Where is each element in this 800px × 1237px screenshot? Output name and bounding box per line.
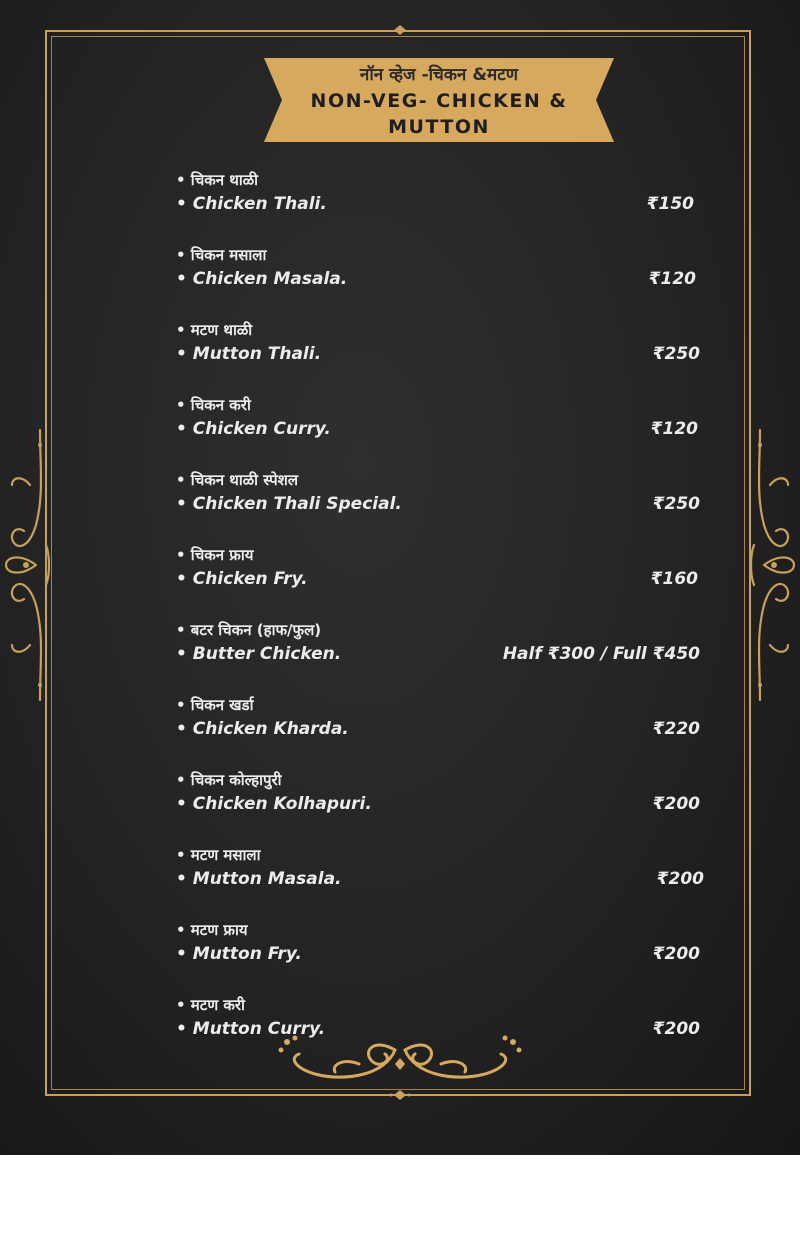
menu-item bbox=[176, 320, 706, 370]
menu-item bbox=[176, 770, 706, 820]
left-scroll-ornament bbox=[0, 425, 52, 705]
item-name-marathi: • मटण फ्राय bbox=[176, 921, 248, 939]
menu-item bbox=[176, 545, 706, 595]
item-name-marathi: • बटर चिकन (हाफ/फुल) bbox=[176, 621, 322, 639]
item-price: ₹120 bbox=[648, 269, 696, 289]
menu-item bbox=[176, 245, 706, 295]
item-name-english: • Chicken Masala. bbox=[176, 269, 348, 289]
item-name-marathi: • चिकन कोल्हापुरी bbox=[176, 771, 282, 789]
item-price: ₹250 bbox=[652, 494, 700, 514]
menu-item bbox=[176, 845, 706, 895]
item-name-marathi: • चिकन करी bbox=[176, 396, 251, 414]
item-name-marathi: • चिकन थाळी स्पेशल bbox=[176, 471, 298, 489]
item-name-english: • Chicken Kolhapuri. bbox=[176, 794, 372, 814]
item-name-english: • Butter Chicken. bbox=[176, 644, 342, 664]
item-price: ₹200 bbox=[652, 794, 700, 814]
item-name-english: • Mutton Masala. bbox=[176, 869, 342, 889]
menu-item bbox=[176, 695, 706, 745]
item-price: ₹250 bbox=[652, 344, 700, 364]
item-name-english: • Chicken Thali. bbox=[176, 194, 327, 214]
menu-item bbox=[176, 920, 706, 970]
menu-item bbox=[176, 620, 706, 670]
item-price: ₹200 bbox=[652, 944, 700, 964]
item-name-marathi: • मटण करी bbox=[176, 996, 245, 1014]
top-diamond-ornament bbox=[392, 24, 408, 36]
right-scroll-ornament bbox=[748, 425, 800, 705]
menu-item bbox=[176, 170, 706, 220]
item-name-marathi: • चिकन खर्डा bbox=[176, 696, 254, 714]
title-english: NON-VEG- CHICKEN & MUTTON bbox=[310, 90, 568, 138]
menu-item bbox=[176, 995, 706, 1045]
item-price: ₹120 bbox=[650, 419, 698, 439]
item-name-english: • Chicken Fry. bbox=[176, 569, 308, 589]
item-price: Half ₹300 / Full ₹450 bbox=[502, 644, 700, 664]
item-price: ₹200 bbox=[652, 1019, 700, 1039]
item-name-english: • Chicken Curry. bbox=[176, 419, 331, 439]
item-name-english: • Chicken Kharda. bbox=[176, 719, 349, 739]
item-name-marathi: • मटण मसाला bbox=[176, 846, 261, 864]
item-name-english: • Mutton Fry. bbox=[176, 944, 302, 964]
title-marathi: नॉन व्हेज -चिकन &मटण bbox=[359, 65, 519, 85]
title-banner bbox=[264, 58, 614, 142]
item-name-marathi: • चिकन मसाला bbox=[176, 246, 267, 264]
item-name-english: • Mutton Curry. bbox=[176, 1019, 326, 1039]
menu-item bbox=[176, 395, 706, 445]
menu-item bbox=[176, 470, 706, 520]
item-price: ₹150 bbox=[646, 194, 694, 214]
item-price: ₹220 bbox=[652, 719, 700, 739]
item-price: ₹200 bbox=[656, 869, 704, 889]
item-name-english: • Mutton Thali. bbox=[176, 344, 322, 364]
item-name-english: • Chicken Thali Special. bbox=[176, 494, 402, 514]
item-name-marathi: • मटण थाळी bbox=[176, 321, 253, 339]
item-name-marathi: • चिकन थाळी bbox=[176, 171, 259, 189]
item-price: ₹160 bbox=[650, 569, 698, 589]
item-name-marathi: • चिकन फ्राय bbox=[176, 546, 254, 564]
